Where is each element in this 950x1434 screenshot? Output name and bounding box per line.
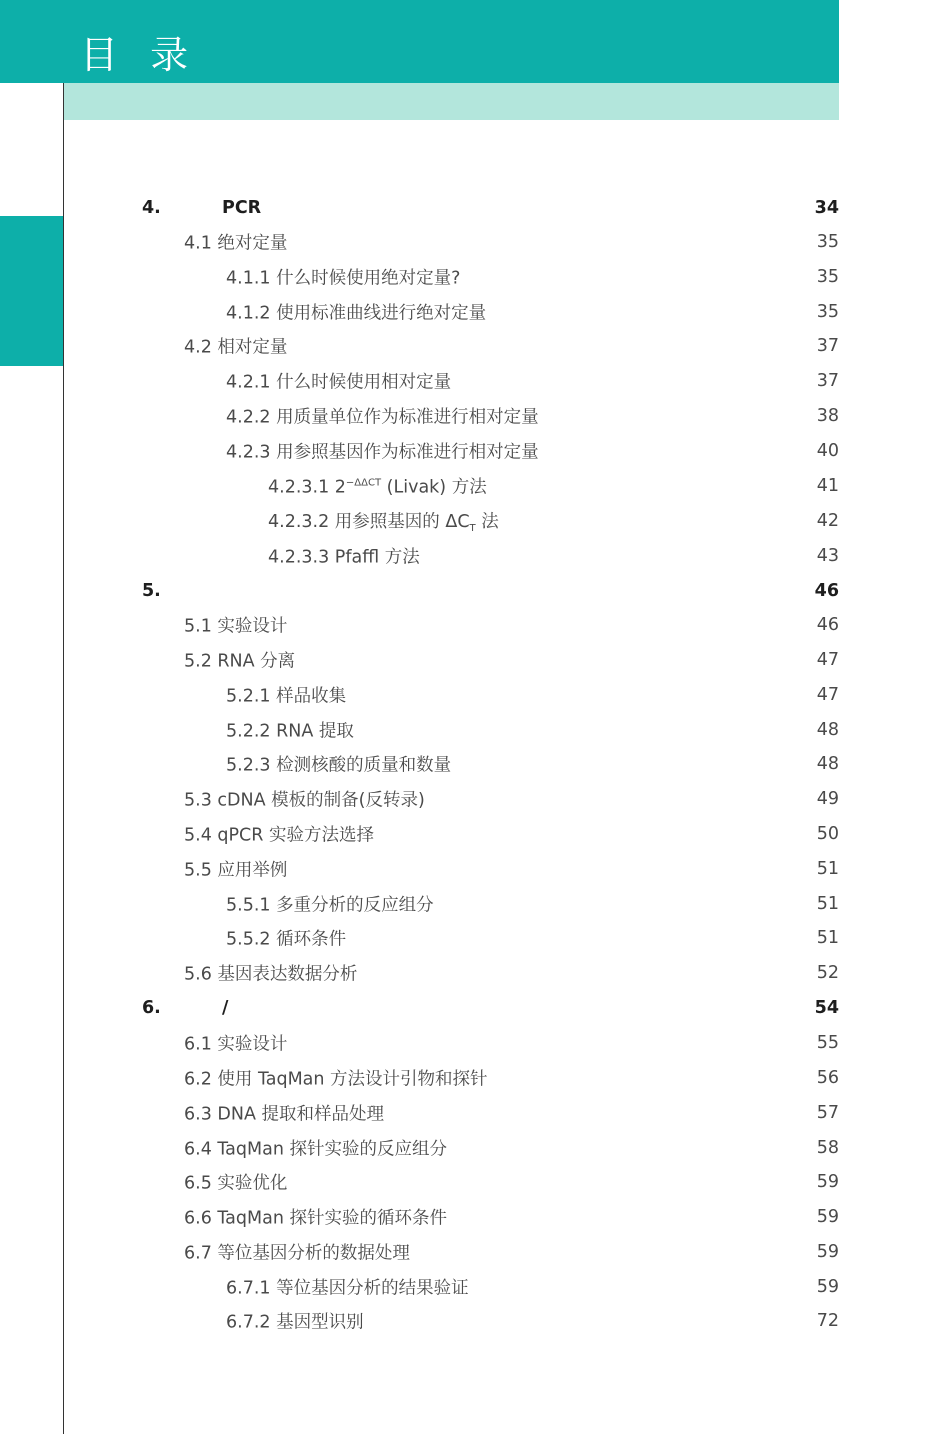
toc-entry-6-2[interactable] [0,1060,839,1095]
entry-title: 4.2.2 用质量单位作为标准进行相对定量 [226,407,539,427]
entry-title: 4.1.2 使用标准曲线进行绝对定量 [226,303,487,323]
toc-entry-6-4[interactable] [0,1130,839,1165]
toc-entry-5-5-2[interactable] [0,920,839,955]
toc-entry-6-5[interactable] [0,1164,839,1199]
toc-chapter-4[interactable] [0,190,839,225]
entry-title: 6.2 使用 TaqMan 方法设计引物和探针 [184,1069,488,1089]
entry-title: 5.1 实验设计 [184,616,288,636]
page-number: 34 [814,197,839,218]
toc-entry-5-4[interactable] [0,816,839,851]
toc-chapter-5[interactable] [0,573,839,608]
entry-title: 6.1 实验设计 [184,1034,288,1054]
subscript: T [469,522,476,534]
entry-title: 6.6 TaqMan 探针实验的循环条件 [184,1208,447,1228]
entry-title: 5.2.2 RNA 提取 [226,721,354,741]
page-number: 58 [816,1137,839,1158]
page-number: 46 [814,580,839,601]
page-number: 35 [816,266,839,287]
entry-title: 6.5 实验优化 [184,1173,288,1193]
toc-entry-4-2-1[interactable] [0,363,839,398]
page-number: 59 [816,1276,839,1297]
page-title: 目 录 [80,33,199,77]
entry-title [268,473,487,498]
header-subbar [64,83,839,120]
page-number: 51 [816,893,839,914]
page-number: 37 [816,370,839,391]
entry-title: 5.2.1 样品收集 [226,686,347,706]
page-number: 55 [816,1032,839,1053]
toc-entry-4-2[interactable] [0,328,839,363]
entry-title: 6.7.2 基因型识别 [226,1312,364,1332]
page-number: 42 [816,510,839,531]
chapter-number: 5. [142,580,161,601]
toc-entry-4-2-3[interactable] [0,433,839,468]
page-number: 46 [816,614,839,635]
page-number: 59 [816,1241,839,1262]
page-number: 48 [816,753,839,774]
toc-entry-5-3[interactable] [0,781,839,816]
toc-entry-5-2-2[interactable] [0,712,839,747]
entry-title-prefix: 4.2.3.2 用参照基因的 ΔC [268,511,470,532]
entry-title: 4.2 相对定量 [184,337,288,357]
page-number: 38 [816,405,839,426]
page-number: 54 [814,997,839,1018]
entry-title: 5.3 cDNA 模板的制备(反转录) [184,790,425,810]
toc-entry-5-2-3[interactable] [0,746,839,781]
toc-entry-4-1-2[interactable] [0,294,839,329]
toc-entry-6-7-1[interactable] [0,1269,839,1304]
entry-title: 6.3 DNA 提取和样品处理 [184,1104,384,1124]
chapter-number: 4. [142,197,161,218]
toc-entry-6-7-2[interactable] [0,1303,839,1338]
page-number: 48 [816,719,839,740]
entry-title: 5.5.1 多重分析的反应组分 [226,895,434,915]
page-number: 59 [816,1206,839,1227]
entry-title: 5.5 应用举例 [184,860,288,880]
page-number: 47 [816,684,839,705]
toc-entry-4-2-3-1[interactable] [0,468,839,503]
toc-entry-6-7[interactable] [0,1234,839,1269]
entry-title: 5.4 qPCR 实验方法选择 [184,825,374,845]
toc-entry-4-1[interactable] [0,224,839,259]
entry-title-prefix: 4.2.3.1 2 [268,477,346,497]
toc-entry-4-1-1[interactable] [0,259,839,294]
toc-entry-4-2-2[interactable] [0,398,839,433]
page-number: 57 [816,1102,839,1123]
page-number: 41 [816,475,839,496]
page-number: 51 [816,858,839,879]
entry-title: 5.2 RNA 分离 [184,651,296,671]
toc-entry-5-2[interactable] [0,642,839,677]
toc-entry-6-3[interactable] [0,1095,839,1130]
page-number: 51 [816,927,839,948]
entry-title: 4.2.3 用参照基因作为标准进行相对定量 [226,442,539,462]
toc-entry-5-5[interactable] [0,851,839,886]
entry-title-suffix: (Livak) 方法 [386,477,487,497]
chapter-title: / [222,997,229,1018]
entry-title: 6.7 等位基因分析的数据处理 [184,1243,410,1263]
page-number: 37 [816,335,839,356]
entry-title: 5.6 基因表达数据分析 [184,964,358,984]
page-number: 49 [816,788,839,809]
entry-title [268,508,499,534]
toc-entry-6-6[interactable] [0,1199,839,1234]
toc-entry-4-2-3-3[interactable] [0,538,839,573]
page-number: 43 [816,545,839,566]
chapter-title: PCR [222,197,262,218]
page-number: 47 [816,649,839,670]
entry-title: 5.5.2 循环条件 [226,929,347,949]
page-number: 59 [816,1171,839,1192]
superscript: −ΔΔCT [345,477,382,488]
toc-chapter-6[interactable] [0,990,839,1025]
toc-entry-6-1[interactable] [0,1025,839,1060]
entry-title-suffix: 法 [481,511,499,532]
page-number: 72 [816,1310,839,1331]
entry-title: 4.2.3.3 Pfaffl 方法 [268,547,420,567]
page-number: 50 [816,823,839,844]
chapter-number: 6. [142,997,161,1018]
entry-title: 4.2.1 什么时候使用相对定量 [226,372,452,392]
page-number: 52 [816,962,839,983]
toc-entry-5-1[interactable] [0,607,839,642]
entry-title: 4.1 绝对定量 [184,233,288,253]
entry-title: 6.4 TaqMan 探针实验的反应组分 [184,1139,447,1159]
toc-entry-5-5-1[interactable] [0,886,839,921]
page-number: 35 [816,301,839,322]
toc-entry-4-2-3-2[interactable] [0,503,839,538]
toc-entry-5-2-1[interactable] [0,677,839,712]
entry-title: 4.1.1 什么时候使用绝对定量? [226,268,461,288]
page-number: 56 [816,1067,839,1088]
page-number: 40 [816,440,839,461]
page-number: 35 [816,231,839,252]
entry-title: 6.7.1 等位基因分析的结果验证 [226,1278,469,1298]
entry-title: 5.2.3 检测核酸的质量和数量 [226,755,452,775]
toc-entry-5-6[interactable] [0,955,839,990]
